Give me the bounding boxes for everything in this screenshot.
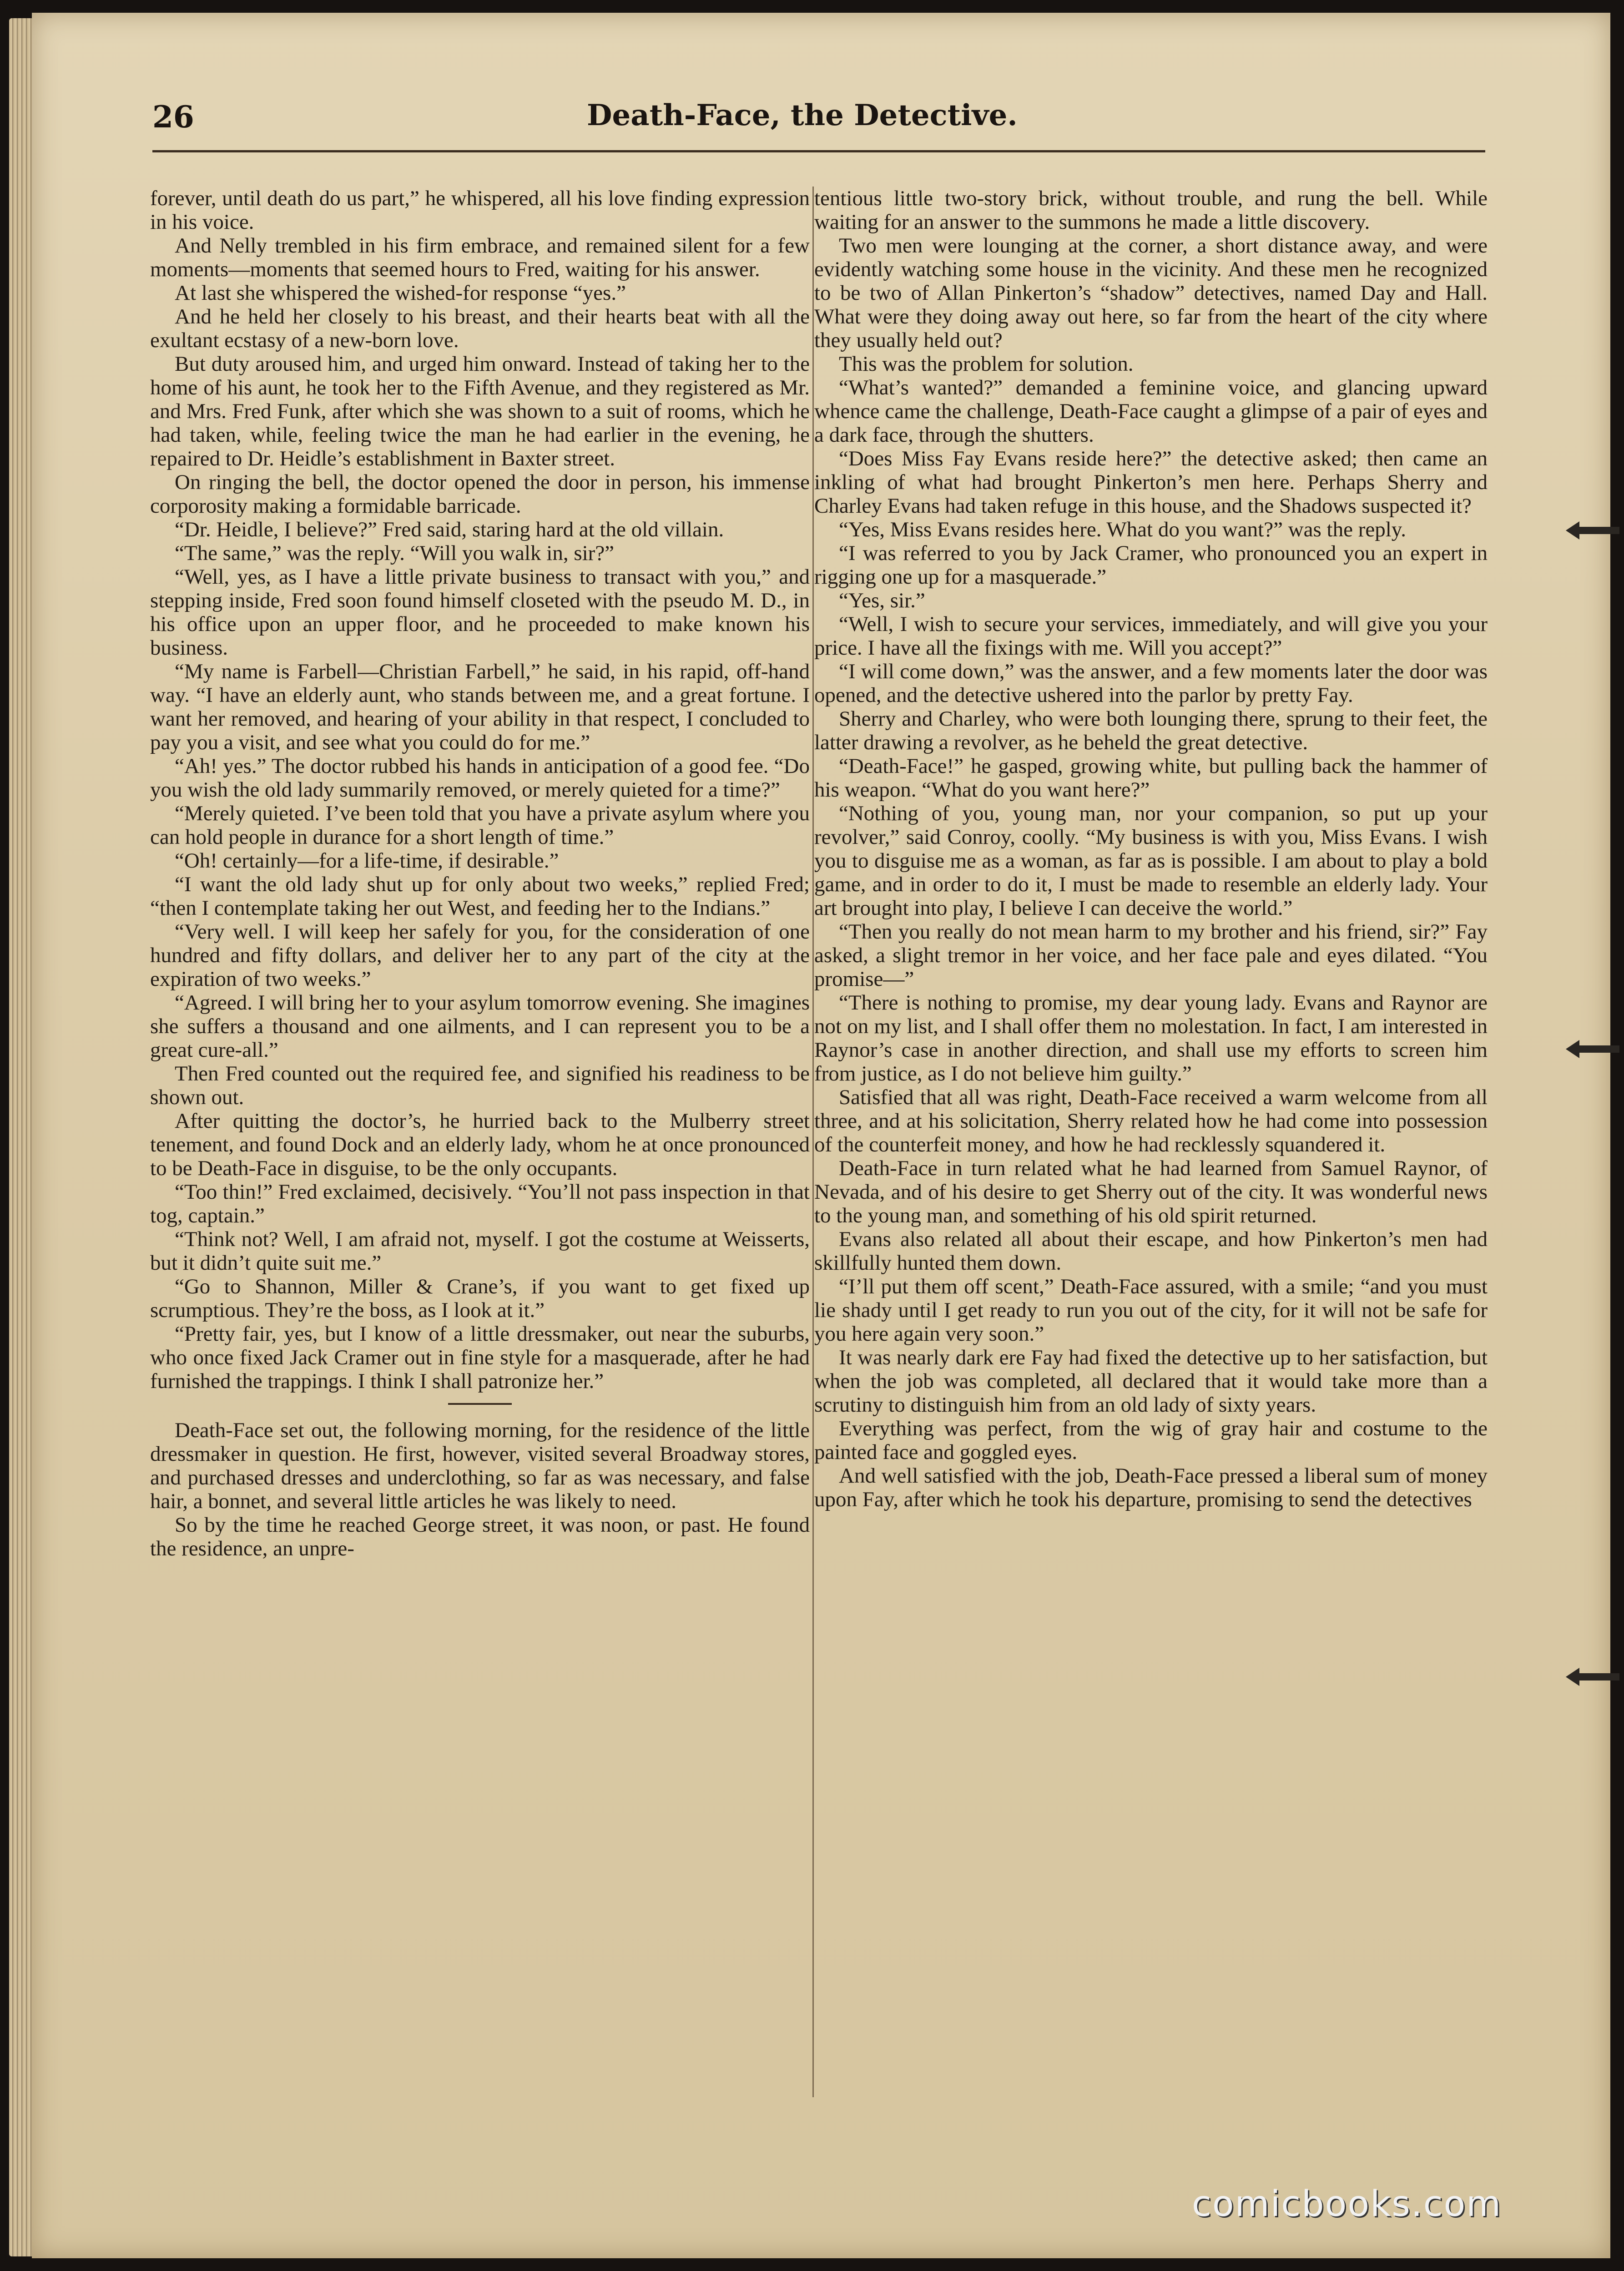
- paragraph: “Then you really do not mean harm to my brother and his friend, sir?” Fay asked, a slight tremor in her voice, and her face pale and eyes dilated. “You promise—”: [814, 920, 1488, 991]
- paragraph: Everything was perfect, from the wig of gray hair and costume to the painted face and goggled eyes.: [814, 1417, 1488, 1464]
- paragraph: But duty aroused him, and urged him onward. Instead of taking her to the home of his aunt, he took her to the Fifth Avenue, and they registered as Mr. and Mrs. Fred Funk, after which she was shown to a suit of rooms, which he had taken, while, feeling twice the man he had earlier in the evening, he repaired to Dr. Heidle’s establishment in Baxter street.: [150, 352, 810, 470]
- paragraph: tentious little two-story brick, without trouble, and rung the bell. While waiting for an answer to the summons he made a little discovery.: [814, 187, 1488, 234]
- left-column: [150, 187, 810, 1560]
- paragraph: Death-Face set out, the following morning, for the residence of the little dressmaker in question. He first, however, visited several Broadway stores, and purchased dresses and underclothing, so far as was necessary, and false hair, a bonnet, and several little articles he was likely to need.: [150, 1418, 810, 1513]
- column-divider: [812, 187, 814, 2097]
- binding-pin-bottom: [1579, 1673, 1619, 1681]
- paragraph: “What’s wanted?” demanded a feminine voice, and glancing upward whence came the challenge, Death-Face caught a glimpse of a pair of eyes and a dark face, through the shutters.: [814, 376, 1488, 447]
- paragraph: Satisfied that all was right, Death-Face received a warm welcome from all three, and at his solicitation, Sherry related how he had come into possession of the counterfeit money, and how he had recklessly squandered it.: [814, 1085, 1488, 1156]
- paragraph: “Very well. I will keep her safely for you, for the consideration of one hundred and fifty dollars, and deliver her to any part of the city at the expiration of two weeks.”: [150, 920, 810, 991]
- paragraph: “I will come down,” was the answer, and a few moments later the door was opened, and the detective ushered into the parlor by pretty Fay.: [814, 660, 1488, 707]
- header-rule: [152, 150, 1485, 152]
- paragraph: And well satisfied with the job, Death-Face pressed a liberal sum of money upon Fay, after which he took his departure, promising to send the detectives: [814, 1464, 1488, 1511]
- paragraph: “Go to Shannon, Miller & Crane’s, if you want to get fixed up scrumptious. They’re the boss, as I look at it.”: [150, 1275, 810, 1322]
- paragraph: “Merely quieted. I’ve been told that you have a private asylum where you can hold people in durance for a short length of time.”: [150, 802, 810, 849]
- paragraph: And Nelly trembled in his firm embrace, and remained silent for a few moments—moments that seemed hours to Fred, waiting for his answer.: [150, 234, 810, 281]
- paragraph: “Does Miss Fay Evans reside here?” the detective asked; then came an inkling of what had brought Pinkerton’s men here. Perhaps Sherry and Charley Evans had taken refuge in this house, and the Shadows suspected it?: [814, 447, 1488, 518]
- right-column: [814, 187, 1488, 1511]
- paragraph: “I was referred to you by Jack Cramer, who pronounced you an expert in rigging one up for a masquerade.”: [814, 541, 1488, 589]
- paragraph: “My name is Farbell—Christian Farbell,” he said, in his rapid, off-hand way. “I have an elderly aunt, who stands between me, and a great fortune. I want her removed, and hearing of your ability in that respect, I concluded to pay you a visit, and see what you could do for me.”: [150, 660, 810, 754]
- paragraph: “Ah! yes.” The doctor rubbed his hands in anticipation of a good fee. “Do you wish the old lady summarily removed, or merely quieted for a time?”: [150, 754, 810, 802]
- paragraph: “There is nothing to promise, my dear young lady. Evans and Raynor are not on my list, and I shall offer them no molestation. In fact, I am interested in Raynor’s case in another direction, and shall use my efforts to screen him from justice, as I do not believe him guilty.”: [814, 991, 1488, 1085]
- paragraph: “Pretty fair, yes, but I know of a little dressmaker, out near the suburbs, who once fixed Jack Cramer out in fine style for a masquerade, after he had furnished the trappings. I think I shall patronize her.”: [150, 1322, 810, 1393]
- paragraph: “Nothing of you, young man, nor your companion, so put up your revolver,” said Conroy, coolly. “My business is with you, Miss Evans. I wish you to disguise me as a woman, as far as is possible. I am about to play a bold game, and in order to do it, I must be made to resemble an elderly lady. Your art brought into play, I believe I can deceive the world.”: [814, 802, 1488, 920]
- paragraph: At last she whispered the wished-for response “yes.”: [175, 281, 626, 305]
- binding-pin-top: [1579, 527, 1619, 534]
- paragraph: Death-Face in turn related what he had learned from Samuel Raynor, of Nevada, and of his desire to get Sherry out of the city. It was wonderful news to the young man, and something of his old spirit returned.: [814, 1156, 1488, 1227]
- paragraph: “Too thin!” Fred exclaimed, decisively. “You’ll not pass inspection in that tog, captain.”: [150, 1180, 810, 1227]
- watermark: comicbooks.com: [1192, 2184, 1502, 2225]
- paragraph: “Well, yes, as I have a little private business to transact with you,” and stepping inside, Fred soon found himself closeted with the pseudo M. D., in his office upon an upper floor, and he proceeded to make known his business.: [150, 565, 810, 660]
- paragraph: And he held her closely to his breast, and their hearts beat with all the exultant ecstasy of a new-born love.: [150, 305, 810, 352]
- section-break-rule: [448, 1403, 512, 1405]
- paragraph: “I want the old lady shut up for only about two weeks,” replied Fred; “then I contemplate taking her out West, and feeding her to the Indians.”: [150, 873, 810, 920]
- page-number: 26: [152, 99, 194, 135]
- paragraph: “Death-Face!” he gasped, growing white, but pulling back the hammer of his weapon. “What do you want here?”: [814, 754, 1488, 802]
- paragraph: After quitting the doctor’s, he hurried back to the Mulberry street tenement, and found Dock and an elderly lady, whom he at once pronounced to be Death-Face in disguise, to be the only occupants.: [150, 1109, 810, 1180]
- paragraph: “Yes, Miss Evans resides here. What do you want?” was the reply.: [839, 518, 1406, 541]
- paragraph: Sherry and Charley, who were both lounging there, sprung to their feet, the latter drawing a revolver, as he beheld the great detective.: [814, 707, 1488, 754]
- paragraph: On ringing the bell, the doctor opened the door in person, his immense corporosity making a formidable barricade.: [150, 470, 810, 518]
- paragraph: It was nearly dark ere Fay had fixed the detective up to her satisfaction, but when the job was completed, all declared that it would take more than a scrutiny to distinguish him from an old lady of sixty years.: [814, 1346, 1488, 1417]
- paragraph: “The same,” was the reply. “Will you walk in, sir?”: [175, 541, 615, 565]
- paragraph: So by the time he reached George street, it was noon, or past. He found the residence, an unpre-: [150, 1513, 810, 1560]
- paragraph: “Yes, sir.”: [839, 589, 925, 612]
- paragraph: “Dr. Heidle, I believe?” Fred said, staring hard at the old villain.: [175, 518, 724, 541]
- paragraph: “I’ll put them off scent,” Death-Face assured, with a smile; “and you must lie shady until I get ready to run you out of the city, for it will not be safe for you here again very soon.”: [814, 1275, 1488, 1346]
- running-title: Death-Face, the Detective.: [587, 98, 1018, 132]
- paragraph: Two men were lounging at the corner, a short distance away, and were evidently watching some house in the vicinity. And these men he recognized to be two of Allan Pinkerton’s “shadow” detectives, named Day and Hall. What were they doing away out here, so far from the heart of the city where they usually held out?: [814, 234, 1488, 352]
- paragraph: forever, until death do us part,” he whispered, all his love finding expression in his voice.: [150, 187, 810, 234]
- paragraph: “Think not? Well, I am afraid not, myself. I got the costume at Weisserts, but it didn’t quite suit me.”: [150, 1227, 810, 1275]
- paragraph: Evans also related all about their escape, and how Pinkerton’s men had skillfully hunted them down.: [814, 1227, 1488, 1275]
- paragraph: Then Fred counted out the required fee, and signified his readiness to be shown out.: [150, 1062, 810, 1109]
- binding-pin-middle: [1579, 1045, 1619, 1053]
- paragraph: “Oh! certainly—for a life-time, if desirable.”: [175, 849, 559, 873]
- paragraph: “Well, I wish to secure your services, immediately, and will give you your price. I have all the fixings with me. Will you accept?”: [814, 612, 1488, 660]
- paragraph: This was the problem for solution.: [839, 352, 1134, 376]
- paragraph: “Agreed. I will bring her to your asylum tomorrow evening. She imagines she suffers a thousand and one ailments, and I can represent you to be a great cure-all.”: [150, 991, 810, 1062]
